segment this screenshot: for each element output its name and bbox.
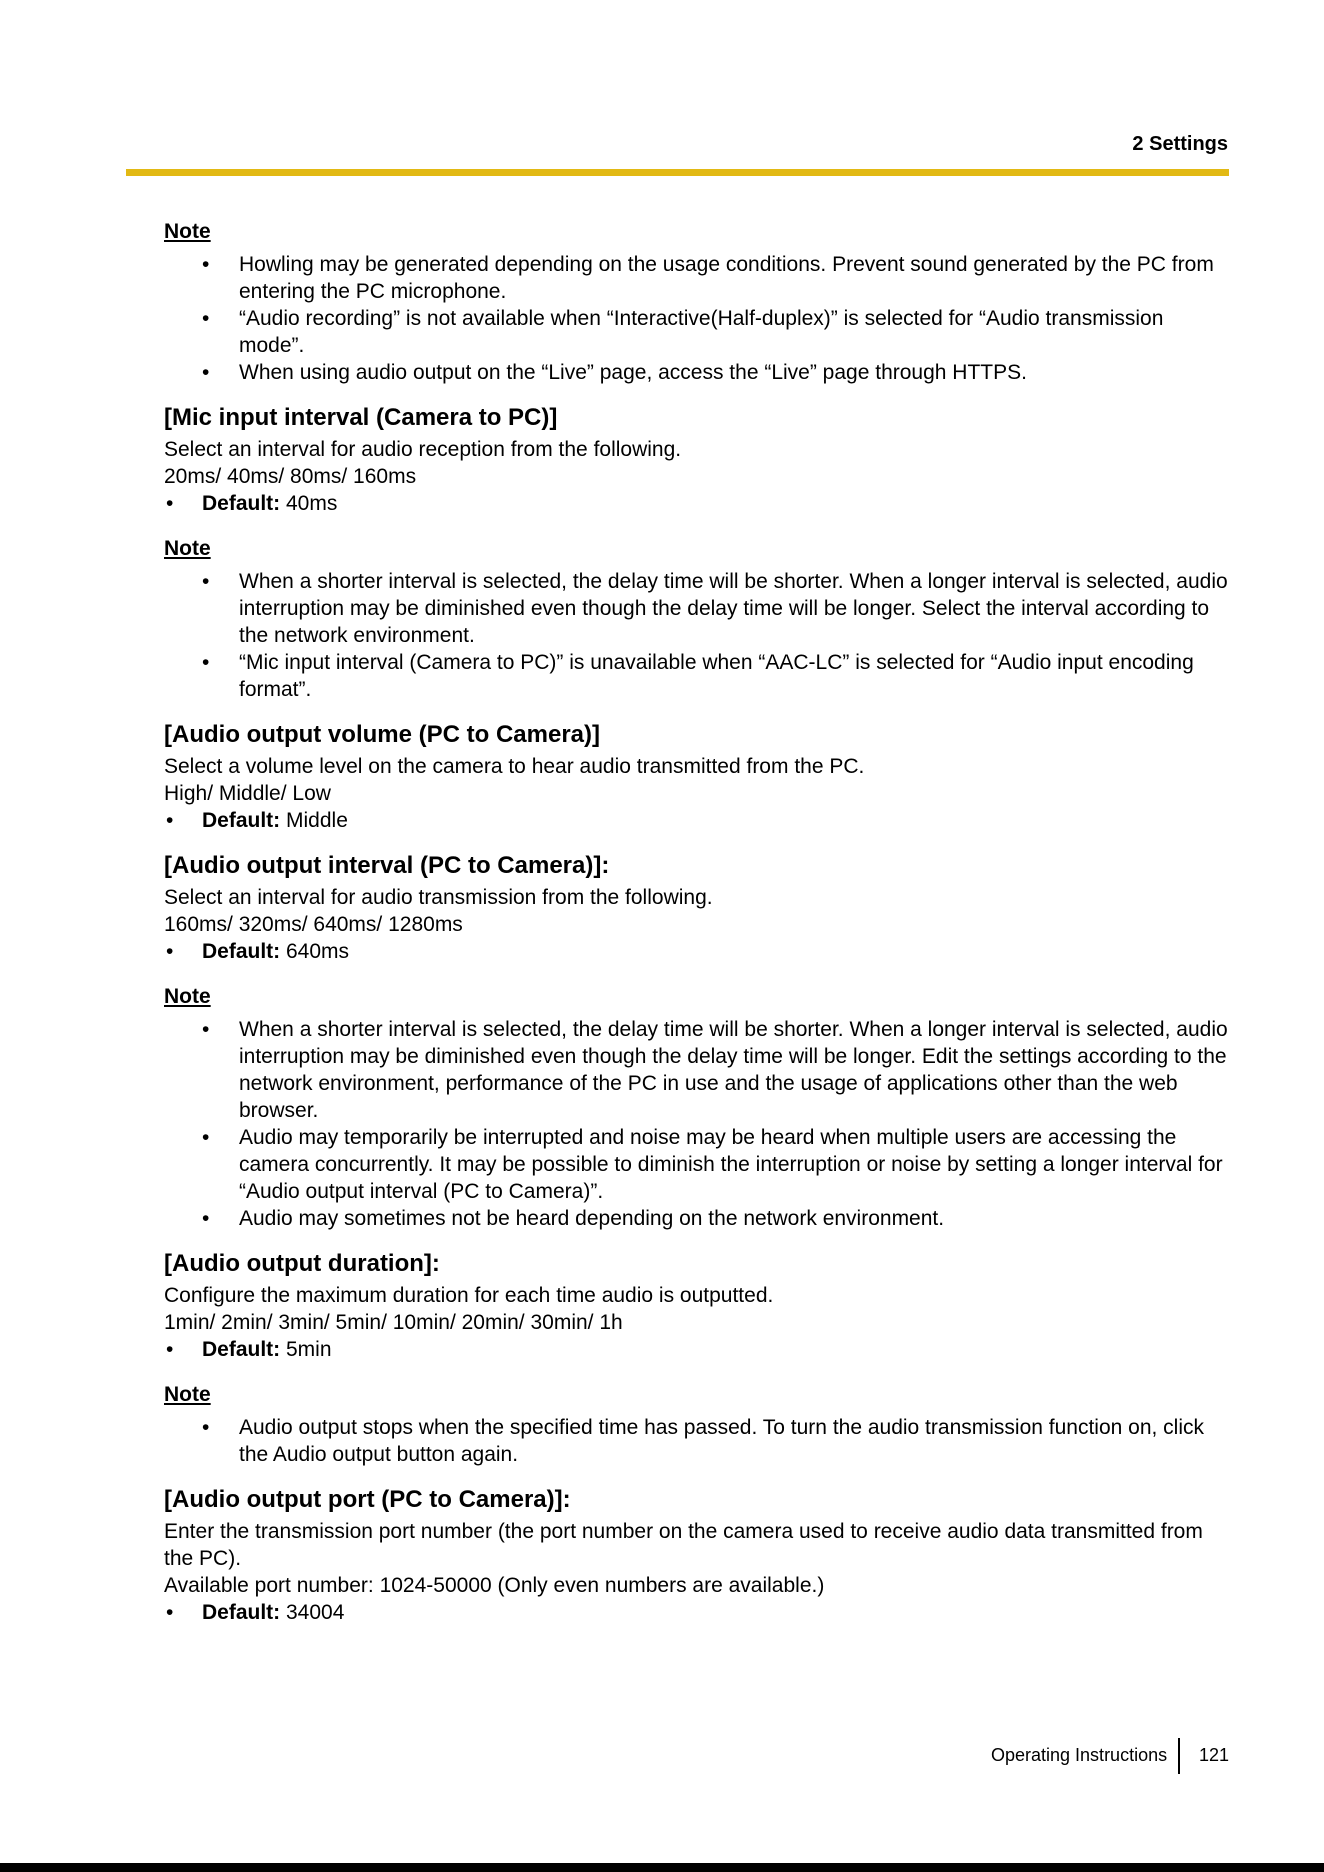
default-label: Default:: [202, 809, 281, 832]
note-list: [164, 1414, 1230, 1468]
default-label: Default:: [202, 492, 281, 515]
footer-document-title: Operating Instructions: [991, 1745, 1168, 1765]
default-value: 34004: [280, 1601, 345, 1624]
default-label: Default:: [202, 940, 281, 963]
page-content: [164, 218, 1230, 1644]
setting-title: [Audio output duration]:: [164, 1250, 440, 1277]
default-value-line: [164, 1599, 1230, 1626]
note-list: [164, 568, 1230, 703]
note-heading: Note: [164, 537, 211, 560]
setting-title: [Audio output port (PC to Camera)]:: [164, 1486, 571, 1513]
setting-title: [Audio output volume (PC to Camera)]: [164, 721, 600, 748]
bottom-edge-bar: [0, 1863, 1324, 1872]
note-heading: Note: [164, 985, 211, 1008]
setting-description: Configure the maximum duration for each time audio is outputted.: [164, 1284, 774, 1307]
setting-options: 1min/ 2min/ 3min/ 5min/ 10min/ 20min/ 30min/ 1h: [164, 1311, 623, 1334]
note-item: • Audio may sometimes not be heard depending on the network environment.: [164, 1205, 1230, 1232]
setting-options: High/ Middle/ Low: [164, 782, 331, 805]
setting-title: [Audio output interval (PC to Camera)]:: [164, 852, 610, 879]
note-item: • “Audio recording” is not available when “Interactive(Half-duplex)” is selected for “Audio transmission mode”.: [164, 305, 1230, 359]
default-value-line: [164, 490, 1230, 517]
default-value-line: [164, 807, 1230, 834]
footer-divider: [1178, 1738, 1180, 1774]
note-item: • When using audio output on the “Live” page, access the “Live” page through HTTPS.: [164, 359, 1230, 386]
setting-description: Select an interval for audio transmission from the following.: [164, 886, 713, 909]
page-number: 121: [1199, 1745, 1230, 1765]
note-list: [164, 1016, 1230, 1232]
setting-options: 20ms/ 40ms/ 80ms/ 160ms: [164, 465, 417, 488]
note-heading: Note: [164, 220, 211, 243]
setting-description: Enter the transmission port number (the port number on the camera used to receive audio data transmitted from the PC).: [164, 1520, 1203, 1570]
note-item: • Audio output stops when the specified time has passed. To turn the audio transmission function on, click the Audio output button again.: [164, 1414, 1230, 1468]
note-item: • When a shorter interval is selected, the delay time will be shorter. When a longer interval is selected, audio interruption may be diminished even though the delay time will be longer. Edit the settings according to the network environment, performance of the PC in use and the usage of applications other than the web browser.: [164, 1016, 1230, 1124]
note-item: • Howling may be generated depending on the usage conditions. Prevent sound generated by the PC from entering the PC microphone.: [164, 251, 1230, 305]
page-header-title: 2 Settings: [1132, 133, 1228, 155]
default-value: Middle: [280, 809, 348, 832]
default-value-line: [164, 938, 1230, 965]
default-value: 40ms: [280, 492, 338, 515]
header-divider: [126, 169, 1229, 176]
default-value-line: [164, 1336, 1230, 1363]
default-label: Default:: [202, 1601, 281, 1624]
default-value: 5min: [280, 1338, 332, 1361]
note-list: [164, 251, 1230, 386]
setting-title: [Mic input interval (Camera to PC)]: [164, 404, 558, 431]
setting-options: 160ms/ 320ms/ 640ms/ 1280ms: [164, 913, 463, 936]
setting-description: Select an interval for audio reception from the following.: [164, 438, 682, 461]
setting-description: Select a volume level on the camera to hear audio transmitted from the PC.: [164, 755, 865, 778]
note-heading: Note: [164, 1383, 211, 1406]
note-item: • Audio may temporarily be interrupted and noise may be heard when multiple users are accessing the camera concurrently. It may be possible to diminish the interruption or noise by setting a longer interval for “Audio output interval (PC to Camera)”.: [164, 1124, 1230, 1205]
setting-options: Available port number: 1024-50000 (Only even numbers are available.): [164, 1574, 825, 1597]
note-item: • “Mic input interval (Camera to PC)” is unavailable when “AAC-LC” is selected for “Audio input encoding format”.: [164, 649, 1230, 703]
default-value: 640ms: [280, 940, 350, 963]
note-item: • When a shorter interval is selected, the delay time will be shorter. When a longer interval is selected, audio interruption may be diminished even though the delay time will be longer. Select the interval according to the network environment.: [164, 568, 1230, 649]
default-label: Default:: [202, 1338, 281, 1361]
